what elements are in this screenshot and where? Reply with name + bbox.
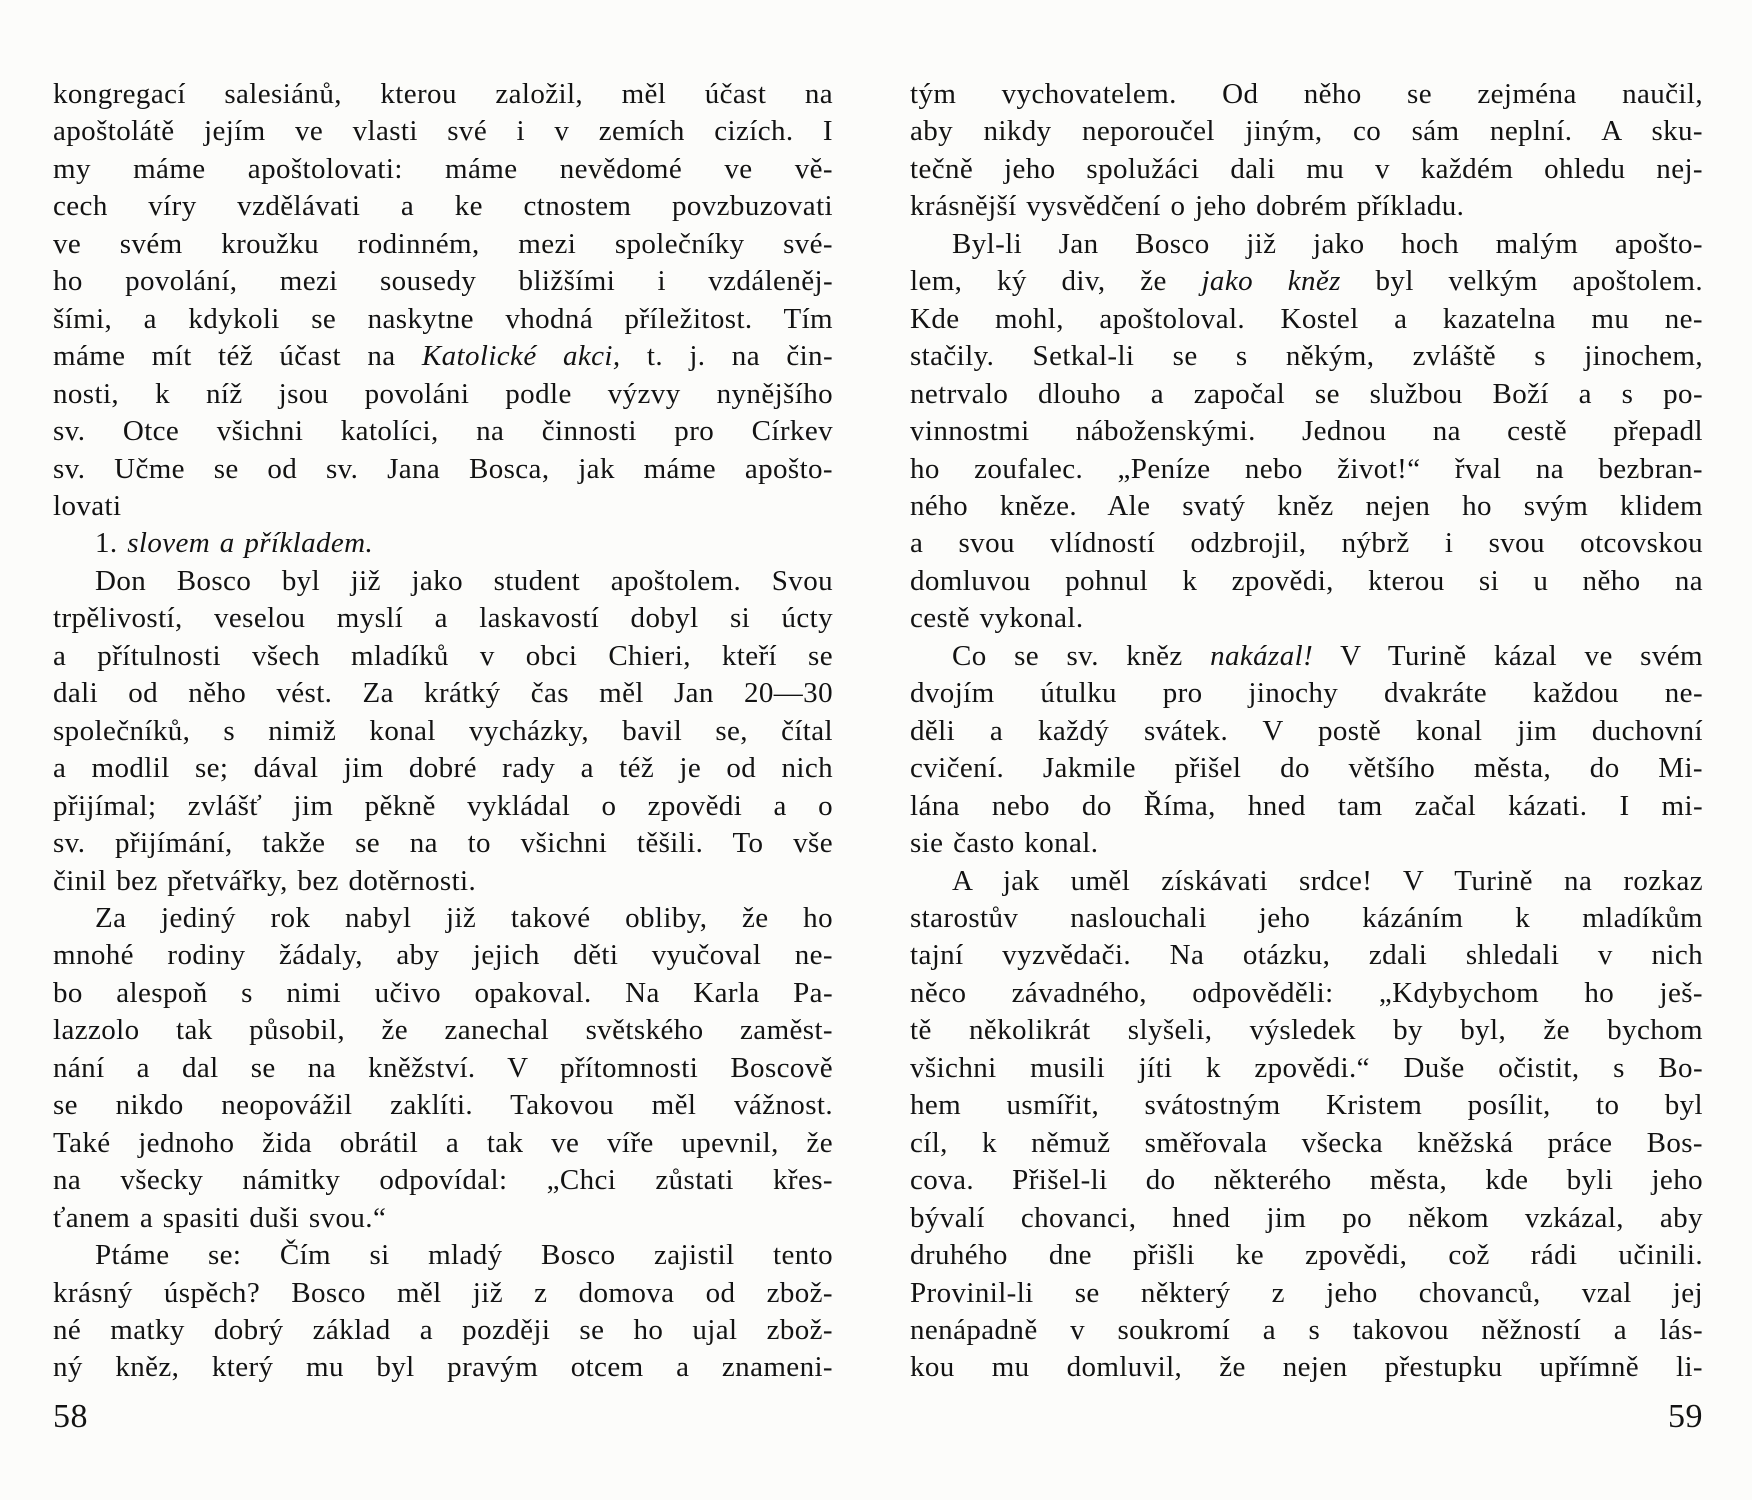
text-line: Don Bosco byl již jako student apoštolem. Svou xyxy=(95,564,833,597)
text-line: mnohé rodiny žádaly, aby jejich děti vyučoval ne- xyxy=(53,939,833,972)
text-line: vinnostmi náboženskými. Jednou na cestě přepadl xyxy=(910,415,1703,448)
left-page-text-column xyxy=(53,76,833,1387)
text-line: děli a každý svátek. V postě konal jim duchovní xyxy=(910,714,1703,747)
text-line: né matky dobrý základ a později se ho ujal zbož- xyxy=(53,1313,833,1346)
text-line: dvojím útulku pro jinochy dvakráte každou ne- xyxy=(910,677,1703,710)
right-page-text-column xyxy=(910,76,1703,1387)
text-line: cestě vykonal. xyxy=(910,602,1084,635)
text-line: společníků, s nimiž konal vycházky, bavil se, čítal xyxy=(53,714,833,747)
text-line: cvičení. Jakmile přišel do většího města, do Mi- xyxy=(910,752,1703,785)
text-line: aby nikdy neporoučel jiným, co sám neplní. A sku- xyxy=(910,115,1703,148)
text-line: 1. slovem a příkladem. xyxy=(95,527,374,560)
text-line: bo alespoň s nimi učivo opakoval. Na Karla Pa- xyxy=(53,976,833,1009)
text-line: cech víry vzdělávati a ke ctnostem povzbuzovati xyxy=(53,190,833,223)
text-line: domluvou pohnul k zpovědi, kterou si u něho na xyxy=(910,564,1703,597)
text-line: apoštolátě jejím ve vlasti své i v zemích cizích. I xyxy=(53,115,833,148)
text-line: a svou vlídností odzbrojil, nýbrž i svou otcovskou xyxy=(910,527,1703,560)
text-line: a modlil se; dával jim dobré rady a též je od nich xyxy=(53,752,833,785)
text-line: nosti, k níž jsou povoláni podle výzvy nynějšího xyxy=(53,377,833,410)
text-line: cova. Přišel-li do některého města, kde byli jeho xyxy=(910,1164,1703,1197)
text-line: ný kněz, který mu byl pravým otcem a znameni- xyxy=(53,1351,833,1384)
text-line: bývalí chovanci, hned jim po někom vzkázal, aby xyxy=(910,1201,1703,1234)
text-line: a přítulnosti všech mladíků v obci Chieri, kteří se xyxy=(53,639,833,672)
text-line: se nikdo neopovážil zaklíti. Takovou měl vážnost. xyxy=(53,1089,833,1122)
text-line: A jak uměl získávati srdce! V Turině na rozkaz xyxy=(952,864,1703,897)
text-line: máme mít též účast na Katolické akci, t. j. na čin- xyxy=(53,340,834,373)
text-line: sv. přijímání, takže se na to všichni těšili. To vše xyxy=(53,827,833,860)
text-line: kongregací salesiánů, kterou založil, měl účast na xyxy=(53,78,833,110)
text-line: na všecky námitky odpovídal: „Chci zůstati křes- xyxy=(53,1164,833,1197)
text-line: Ptáme se: Čím si mladý Bosco zajistil tento xyxy=(95,1239,833,1272)
text-line: starostův naslouchali jeho kázáním k mladíkům xyxy=(910,901,1703,934)
text-line: tečně jeho spolužáci dali mu v každém ohledu nej- xyxy=(910,152,1703,185)
text-line: ného kněze. Ale svatý kněz nejen ho svým klidem xyxy=(910,489,1703,522)
text-line: tým vychovatelem. Od něho se zejména naučil, xyxy=(910,78,1703,110)
text-line: my máme apoštolovati: máme nevědomé ve vě- xyxy=(53,152,833,185)
text-line: Byl-li Jan Bosco již jako hoch malým apošto- xyxy=(952,227,1703,260)
text-line: cíl, k němuž směřovala všecka kněžská práce Bos- xyxy=(910,1126,1703,1159)
text-line: ho povolání, mezi sousedy bližšími i vzdáleněj- xyxy=(53,265,833,298)
text-line: krásný úspěch? Bosco měl již z domova od zbož- xyxy=(53,1276,833,1309)
text-line: krásnější vysvědčení o jeho dobrém příkladu. xyxy=(910,190,1465,223)
text-line: hem usmířit, svátostným Kristem posílit, to byl xyxy=(910,1089,1703,1122)
text-line: stačily. Setkal-li se s někým, zvláště s jinochem, xyxy=(910,340,1703,373)
text-line: činil bez přetvářky, bez dotěrnosti. xyxy=(53,864,477,897)
text-line: něco závadného, odpověděli: „Kdybychom ho ješ- xyxy=(910,976,1703,1009)
text-line: nenápadně v soukromí a s takovou něžností a lás- xyxy=(910,1313,1703,1346)
text-line: lána nebo do Říma, hned tam začal kázati. I mi- xyxy=(910,789,1703,822)
text-line: ve svém kroužku rodinném, mezi společníky své- xyxy=(53,227,833,260)
text-line: tajní vyzvědači. Na otázku, zdali shledali v nich xyxy=(910,939,1703,972)
text-line: Co se sv. kněz nakázal! V Turině kázal ve svém xyxy=(952,639,1703,672)
text-line: sv. Učme se od sv. Jana Bosca, jak máme apošto- xyxy=(53,452,833,485)
text-line: sie často konal. xyxy=(910,827,1099,860)
text-line: ho zoufalec. „Peníze nebo život!“ řval na bezbran- xyxy=(910,452,1703,485)
text-line: trpělivostí, veselou myslí a laskavostí dobyl si úcty xyxy=(53,602,833,635)
text-line: dali od něho vést. Za krátký čas měl Jan 20—30 xyxy=(53,677,833,710)
text-line: Za jediný rok nabyl již takové obliby, že ho xyxy=(95,901,833,934)
text-line: všichni musili jíti k zpovědi.“ Duše očistit, s Bo- xyxy=(910,1051,1703,1084)
text-line: nání a dal se na kněžství. V přítomnosti Boscově xyxy=(53,1051,833,1084)
text-line: lem, ký div, že jako kněz byl velkým apoštolem. xyxy=(910,265,1703,298)
text-line: netrvalo dlouho a započal se službou Boží a s po- xyxy=(910,377,1703,410)
page-number-right: 59 xyxy=(1668,1398,1703,1435)
text-line: kou mu domluvil, že nejen přestupku upřímně li- xyxy=(910,1351,1703,1384)
text-line: ťanem a spasiti duši svou.“ xyxy=(53,1201,387,1234)
text-line: tě několikrát slyšeli, výsledek by byl, že bychom xyxy=(910,1014,1703,1047)
text-line: přijímal; zvlášť jim pěkně vykládal o zpovědi a o xyxy=(53,789,833,822)
page-number-left: 58 xyxy=(53,1398,88,1435)
text-line: sv. Otce všichni katolíci, na činnosti pro Církev xyxy=(53,415,833,448)
text-line: Kde mohl, apoštoloval. Kostel a kazatelna mu ne- xyxy=(910,302,1703,335)
text-line: lazzolo tak působil, že zanechal světského zaměst- xyxy=(53,1014,833,1047)
text-line: Provinil-li se některý z jeho chovanců, vzal jej xyxy=(910,1276,1703,1309)
text-line: lovati xyxy=(53,489,122,522)
text-line: šími, a kdykoli se naskytne vhodná příležitost. Tím xyxy=(53,302,833,335)
text-line: druhého dne přišli ke zpovědi, což rádi učinili. xyxy=(910,1239,1703,1272)
text-line: Také jednoho žida obrátil a tak ve víře upevnil, že xyxy=(53,1126,833,1159)
